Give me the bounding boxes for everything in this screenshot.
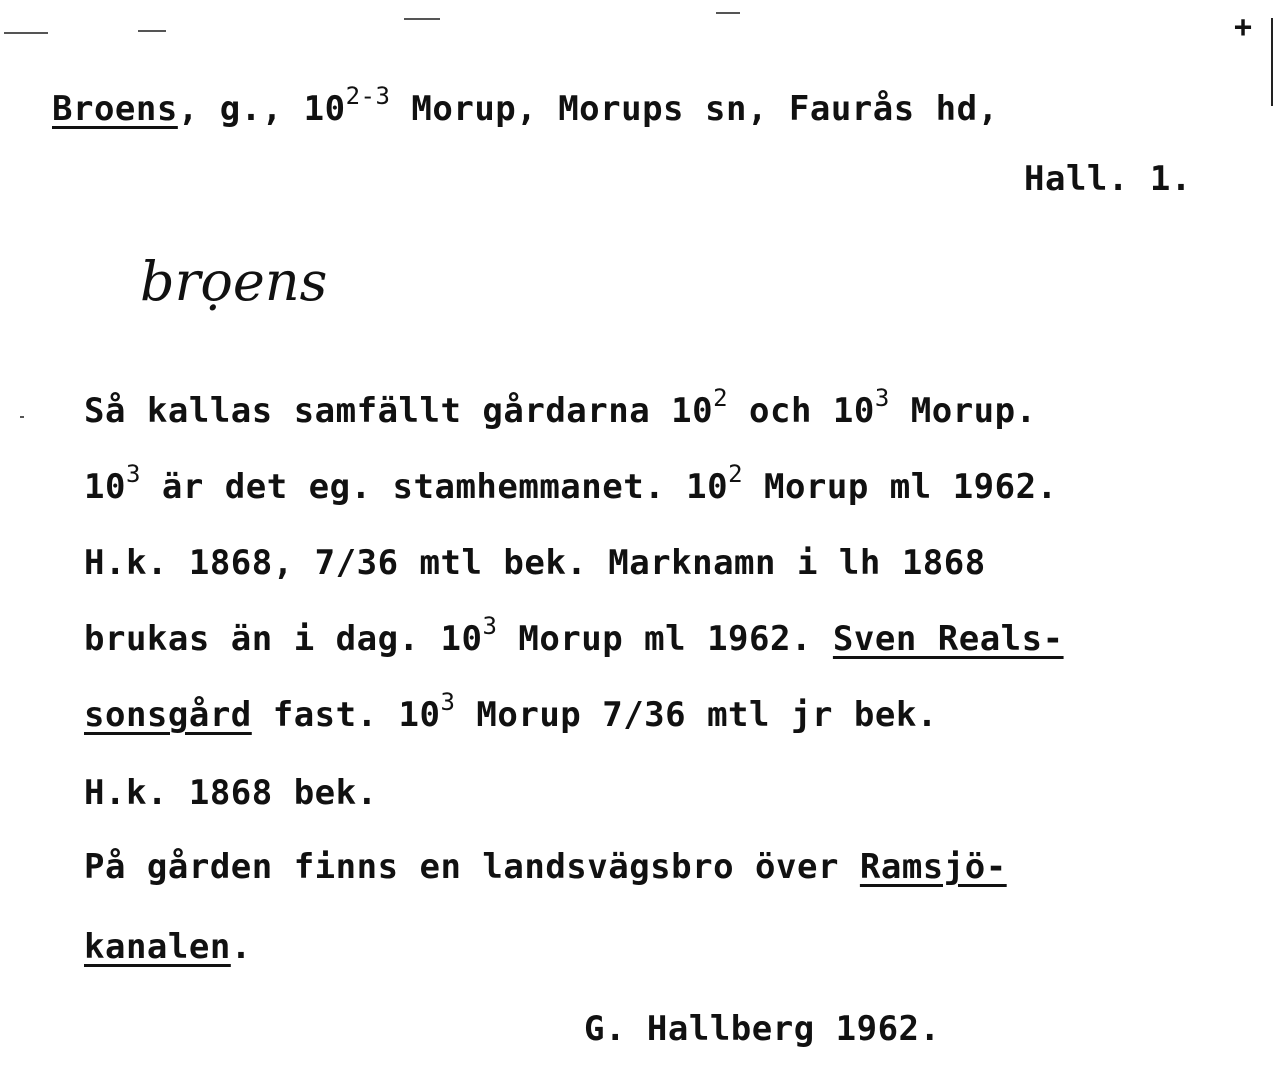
header-text-a: , g., 10 (177, 89, 346, 129)
underlined-name: sonsgård (84, 695, 252, 735)
body-text: Morup ml 1962. (497, 619, 833, 659)
superscript: 3 (125, 460, 141, 488)
underlined-name: Sven Reals- (832, 619, 1064, 659)
body-line-4 (84, 612, 1064, 659)
body-text: fast. 10 (251, 695, 441, 735)
signature: G. Hallberg 1962. (584, 1009, 941, 1049)
body-text: Morup ml 1962. (743, 467, 1058, 507)
card-edge-line (1271, 18, 1273, 106)
scan-speck (20, 416, 24, 418)
body-text: är det eg. stamhemmanet. 10 (140, 467, 729, 507)
body-text: och 10 (728, 391, 875, 431)
superscript: 3 (482, 612, 498, 640)
superscript: 2 (728, 460, 744, 488)
corner-mark: + (1233, 10, 1252, 45)
scan-speck (138, 30, 166, 32)
scan-speck (4, 32, 48, 34)
body-line-2 (84, 460, 1058, 507)
body-text: brukas än i dag. 10 (84, 619, 483, 659)
body-text: . (230, 927, 252, 967)
body-text: 10 (84, 467, 126, 507)
header-line-2: Hall. 1. (1024, 159, 1192, 199)
superscript: 2 (713, 384, 729, 412)
body-text: Så kallas samfällt gårdarna 10 (84, 391, 714, 431)
underlined-name: kanalen (84, 927, 231, 967)
place-name: Broens (52, 89, 178, 129)
scan-speck (716, 12, 740, 14)
superscript: 3 (440, 688, 456, 716)
body-text: Morup 7/36 mtl jr bek. (455, 695, 938, 735)
body-line-3: H.k. 1868, 7/36 mtl bek. Marknamn i lh 1868 (84, 543, 986, 583)
header-superscript: 2-3 (345, 82, 391, 110)
handwritten-pronunciation: brọens (140, 250, 328, 313)
scan-speck (404, 18, 440, 20)
body-line-7 (84, 847, 1007, 887)
header-line-1 (52, 82, 999, 129)
body-line-5 (84, 688, 938, 735)
body-line-8 (84, 927, 252, 967)
body-line-6: H.k. 1868 bek. (84, 773, 378, 813)
superscript: 3 (874, 384, 890, 412)
body-line-1 (84, 384, 1037, 431)
body-text: Morup. (889, 391, 1037, 431)
underlined-name: Ramsjö- (859, 847, 1007, 887)
body-text: På gården finns en landsvägsbro över (84, 847, 860, 887)
header-text-b: Morup, Morups sn, Faurås hd, (390, 89, 999, 129)
